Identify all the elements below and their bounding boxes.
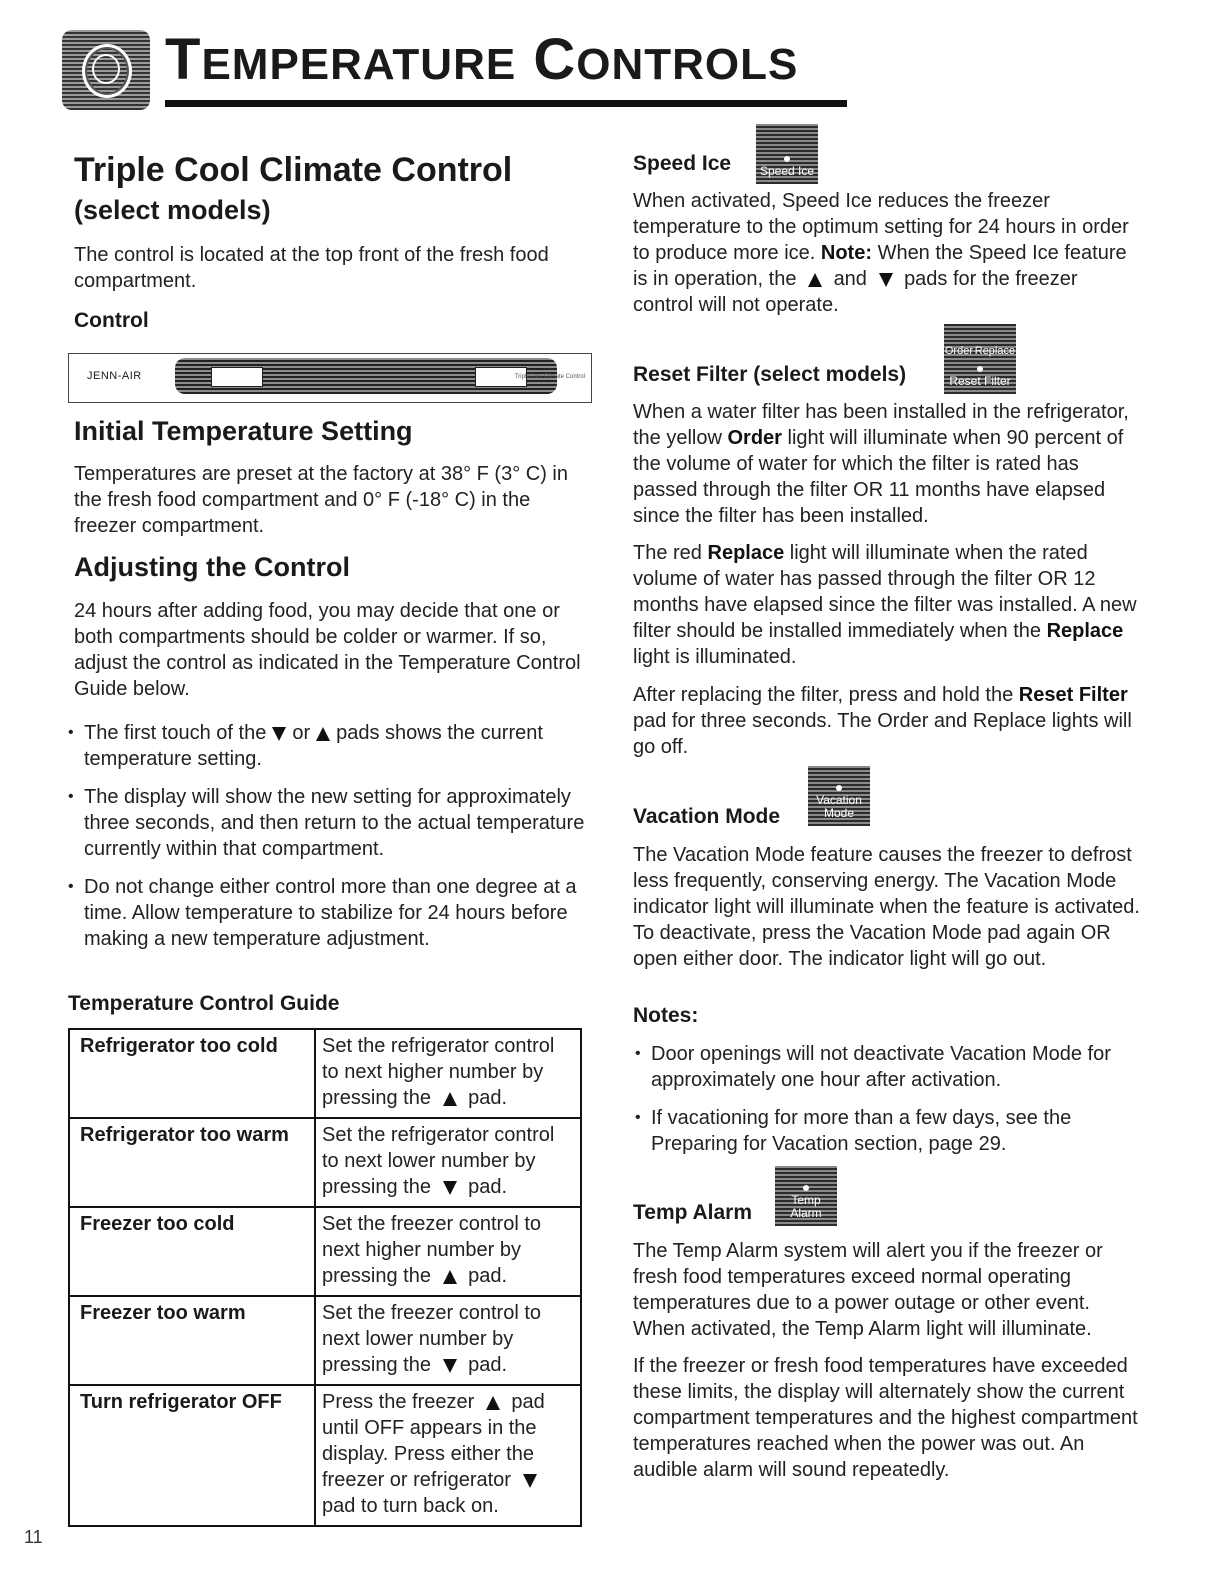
control-panel-image: [68, 353, 592, 403]
table-cell-condition: Refrigerator too cold: [69, 1029, 315, 1118]
reset-filter-text-2: The red Replace light will illuminate when the rated volume of water has passed through the filter OR 12 months have elapsed since the filter was installed. A new filter should be installed immediately when the Replace light is illuminated.: [633, 542, 1137, 668]
table-cell-action: Set the refrigerator control to next lower number by pressing the pad.: [315, 1118, 581, 1207]
temp-alarm-pad-icon: Temp Alarm: [775, 1166, 837, 1226]
table-row: [69, 1296, 581, 1385]
table-row: [69, 1118, 581, 1207]
temperature-dial-icon: [62, 30, 150, 110]
table-cell-action: Set the refrigerator control to next higher number by pressing the pad.: [315, 1029, 581, 1118]
speed-ice-text: When activated, Speed Ice reduces the freezer temperature to the optimum setting for 24 hours in order to produce more ice. Note: When the Speed Ice feature is in operation, the and pads for the freezer control will not operate.: [633, 190, 1129, 316]
table-cell-condition: Freezer too warm: [69, 1296, 315, 1385]
list-item: • Do not change either control more than one degree at a time. Allow temperature to stabilize for 24 hours before making a new temperature adjustment.: [72, 874, 592, 952]
table-row: [69, 1385, 581, 1526]
list-item: • Door openings will not deactivate Vacation Mode for approximately one hour after activation.: [639, 1041, 1144, 1093]
table-cell-action: Press the freezer pad until OFF appears in the display. Press either the freezer or refrigerator pad to turn back on.: [315, 1385, 581, 1526]
adjusting-text: 24 hours after adding food, you may decide that one or both compartments should be colder or warmer. If so, adjust the control as indicated in the Temperature Control Guide below.: [74, 600, 581, 700]
vacation-mode-heading: Vacation Mode: [633, 805, 781, 828]
freezer-display: [211, 367, 263, 387]
guide-heading: Temperature Control Guide: [68, 992, 340, 1015]
list-item: • The display will show the new setting for approximately three seconds, and then return to the actual temperature currently within that compartment.: [72, 784, 592, 862]
table-cell-action: Set the freezer control to next higher number by pressing the pad.: [315, 1207, 581, 1296]
page-title: TEMPERATURE CONTROLS: [165, 27, 799, 92]
list-item: • If vacationing for more than a few days, see the Preparing for Vacation section, page 29.: [639, 1105, 1144, 1157]
section-subheading: (select models): [74, 195, 271, 225]
up-arrow-icon: [443, 1270, 457, 1284]
panel-small-label: TripleCool Climate Control: [514, 374, 585, 380]
down-arrow-icon: [443, 1181, 457, 1195]
table-row: [69, 1029, 581, 1118]
temp-alarm-text-2: If the freezer or fresh food temperatures have exceeded these limits, the display will alternately show the current compartment temperatures and the highest compartment temperatures reached when the power was out. An audible alarm will sound repeatedly.: [633, 1355, 1138, 1481]
speed-ice-pad-icon: Speed Ice: [756, 124, 818, 184]
reset-filter-text-3: After replacing the filter, press and hold the Reset Filter pad for three seconds. The Order and Replace lights will go off.: [633, 684, 1132, 758]
temperature-control-guide-table: [68, 1028, 582, 1527]
down-arrow-icon: [879, 273, 893, 287]
down-arrow-icon: [523, 1474, 537, 1488]
up-arrow-icon: [443, 1092, 457, 1106]
up-arrow-icon: [808, 273, 822, 287]
table-cell-action: Set the freezer control to next lower number by pressing the pad.: [315, 1296, 581, 1385]
reset-filter-pad-icon: Order Replace Reset Filter: [944, 324, 1016, 394]
control-panel-bar: [175, 358, 557, 394]
initial-setting-text: Temperatures are preset at the factory at 38° F (3° C) in the fresh food compartment and 0° F (-18° C) in the freezer compartment.: [74, 463, 568, 537]
down-arrow-icon: [272, 727, 286, 741]
section-heading: Triple Cool Climate Control: [74, 151, 513, 189]
vacation-mode-pad-icon: Vacation Mode: [808, 766, 870, 826]
adjusting-bullets: [72, 720, 592, 964]
up-arrow-icon: [486, 1396, 500, 1410]
control-label: Control: [74, 309, 149, 332]
table-row: [69, 1207, 581, 1296]
table-cell-condition: Turn refrigerator OFF: [69, 1385, 315, 1526]
down-arrow-icon: [443, 1359, 457, 1373]
intro-text: The control is located at the top front of the fresh food compartment.: [74, 244, 549, 292]
initial-setting-heading: Initial Temperature Setting: [74, 416, 413, 446]
adjusting-heading: Adjusting the Control: [74, 552, 350, 582]
speed-ice-heading: Speed Ice: [633, 152, 732, 175]
vacation-notes: [639, 1041, 1144, 1169]
reset-filter-text-1: When a water filter has been installed in the refrigerator, the yellow Order light will illuminate when 90 percent of the volume of water for which the filter is rated has passed through the filter OR 11 months have elapsed since the filter has been installed.: [633, 401, 1129, 527]
vacation-mode-text: The Vacation Mode feature causes the freezer to defrost less frequently, conserving energy. The Vacation Mode indicator light will illuminate when the feature is activated. To deactivate, press the Vacation Mode pad again OR open either door. The indicator light will go out.: [633, 844, 1140, 970]
table-cell-condition: Refrigerator too warm: [69, 1118, 315, 1207]
panel-brand: JENN-AIR: [87, 370, 142, 382]
title-rule: [165, 100, 847, 107]
list-item: • The first touch of the or pads shows the current temperature setting.: [72, 720, 592, 772]
temp-alarm-text-1: The Temp Alarm system will alert you if the freezer or fresh food temperatures exceed normal operating temperatures due to a power outage or other event. When activated, the Temp Alarm light will illuminate.: [633, 1240, 1103, 1340]
notes-heading: Notes:: [633, 1004, 699, 1027]
page-number: 11: [24, 1527, 43, 1547]
up-arrow-icon: [316, 727, 330, 741]
temp-alarm-heading: Temp Alarm: [633, 1201, 753, 1224]
table-cell-condition: Freezer too cold: [69, 1207, 315, 1296]
reset-filter-heading: Reset Filter (select models): [633, 363, 907, 386]
